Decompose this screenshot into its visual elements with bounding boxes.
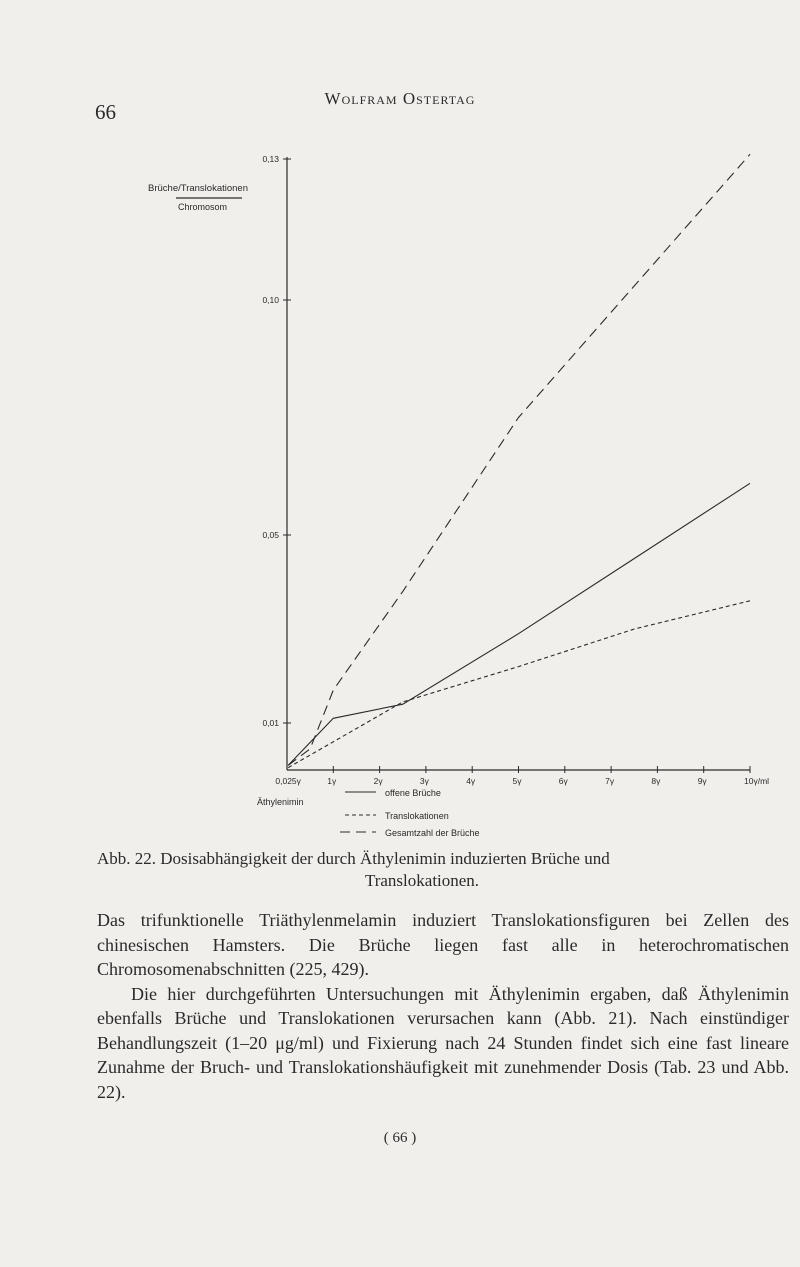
- x-tick-labels: [275, 776, 769, 786]
- dose-response-chart: [0, 140, 800, 840]
- paragraph-2: Die hier durchgeführten Untersuchungen mit Äthylenimin ergaben, daß Äthylenimin ebenfalls Brüche und Translokationen verursachen kann (Abb. 21). Nach einstündiger Behandlungszeit (1–20 μg/ml) und Fixierung nach 24 Stunden findet sich eine fast lineare Zunahme der Bruch- und Translokationshäufigkeit mit zunehmender Dosis (Tab. 23 und Abb. 22).: [97, 983, 789, 1102]
- paragraph-1: Das trifunktionelle Triäthylenmelamin induziert Translokationsfiguren bei Zellen des chinesischen Hamsters. Die Brüche liegen fast alle in heterochromatischen Chromosomenabschnitten (225, 429).: [97, 910, 789, 979]
- y-tick-label: 0,10: [262, 295, 279, 305]
- legend-label-offene-brueche: offene Brüche: [385, 788, 441, 798]
- y-tick-label: 0,13: [262, 154, 279, 164]
- chart-axes: [283, 157, 750, 773]
- x-tick-label: 5γ: [512, 776, 522, 786]
- page-number: 66: [95, 100, 116, 124]
- x-tick-label: 2γ: [373, 776, 383, 786]
- legend-label-translokationen: Translokationen: [385, 811, 449, 821]
- legend: [340, 788, 480, 838]
- series-line-3: [288, 154, 750, 765]
- series-line-2: [288, 601, 750, 768]
- x-tick-label: 6γ: [558, 776, 568, 786]
- substance-label: Äthylenimin: [257, 797, 304, 807]
- y-tick-label: 0,01: [262, 718, 279, 728]
- series-line-1: [288, 483, 750, 765]
- x-tick-label: 10γ/ml: [744, 776, 770, 786]
- x-tick-label: 8γ: [651, 776, 661, 786]
- body-text: [97, 908, 789, 1104]
- y-tick-label: 0,05: [262, 530, 279, 540]
- caption-line-2: Translokationen.: [364, 871, 480, 890]
- x-tick-label: 9γ: [697, 776, 707, 786]
- y-tick-labels: [262, 154, 279, 728]
- x-tick-label: 7γ: [605, 776, 615, 786]
- y-axis-label-line1: Brüche/Translokationen: [148, 183, 248, 194]
- figure-caption: [97, 848, 787, 892]
- x-tick-label: 1γ: [327, 776, 337, 786]
- legend-label-gesamtzahl: Gesamtzahl der Brüche: [385, 828, 480, 838]
- x-tick-label: 4γ: [466, 776, 476, 786]
- x-tick-label: 3γ: [419, 776, 429, 786]
- running-head: Wolfram Ostertag: [324, 89, 476, 108]
- caption-line-1: Abb. 22. Dosisabhängigkeit der durch Äthylenimin induzierten Brüche und: [97, 849, 610, 868]
- x-tick-label: 0,025γ: [275, 776, 301, 786]
- y-axis-label-line2: Chromosom: [178, 202, 228, 212]
- chart-series: [288, 154, 750, 767]
- footer-page-number: ( 66 ): [383, 1130, 417, 1146]
